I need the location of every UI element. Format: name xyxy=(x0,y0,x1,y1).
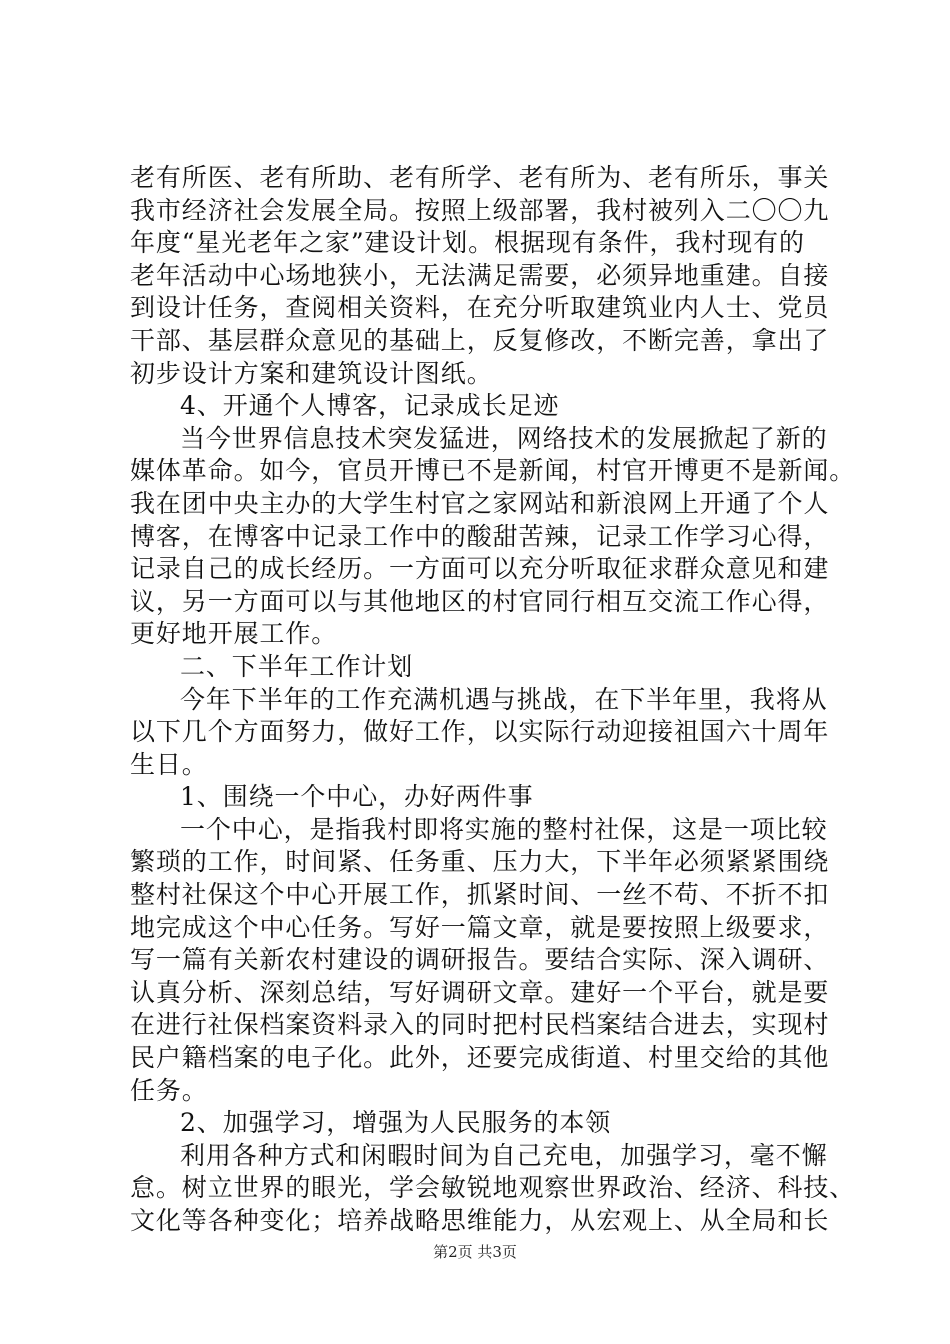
text-line: 任务。 xyxy=(130,1075,208,1105)
text-line: 博客，在博客中记录工作中的酸甜苦辣，记录工作学习心得， xyxy=(130,521,830,551)
text-line: 到设计任务，查阅相关资料，在充分听取建筑业内人士、党员 xyxy=(130,293,830,323)
text-line: 记录自己的成长经历。一方面可以充分听取征求群众意见和建 xyxy=(130,554,830,584)
section-heading: 1、围绕一个中心，办好两件事 xyxy=(180,782,534,812)
text-line: 生日。 xyxy=(130,749,208,779)
text-line: 干部、基层群众意见的基础上，反复修改，不断完善，拿出了 xyxy=(130,325,830,355)
text-line: 议，另一方面可以与其他地区的村官同行相互交流工作心得， xyxy=(130,586,830,616)
text-line: 民户籍档案的电子化。此外，还要完成街道、村里交给的其他 xyxy=(130,1043,830,1073)
paragraph-start: 今年下半年的工作充满机遇与挑战，在下半年里，我将从 xyxy=(180,684,828,714)
text-line: 认真分析、深刻总结，写好调研文章。建好一个平台，就是要 xyxy=(130,977,830,1007)
text-line: 我在团中央主办的大学生村官之家网站和新浪网上开通了个人 xyxy=(130,488,830,518)
section-heading: 2、加强学习，增强为人民服务的本领 xyxy=(180,1108,612,1138)
section-heading: 4、开通个人博客，记录成长足迹 xyxy=(180,391,560,421)
paragraph-start: 一个中心，是指我村即将实施的整村社保，这是一项比较 xyxy=(180,814,828,844)
text-line: 繁琐的工作，时间紧、任务重、压力大，下半年必须紧紧围绕 xyxy=(130,847,830,877)
page-footer: 第2页 共3页 xyxy=(433,1243,517,1261)
text-line: 我市经济社会发展全局。按照上级部署，我村被列入二〇〇九 xyxy=(130,195,830,225)
body-text xyxy=(130,162,856,1238)
paragraph-start: 利用各种方式和闲暇时间为自己充电，加强学习，毫不懈 xyxy=(180,1140,828,1170)
text-line: 老有所医、老有所助、老有所学、老有所为、老有所乐，事关 xyxy=(130,163,830,192)
text-line: 怠。树立世界的眼光，学会敏锐地观察世界政治、经济、科技、 xyxy=(130,1173,856,1203)
section-heading: 二、下半年工作计划 xyxy=(180,651,414,681)
text-line: 更好地开展工作。 xyxy=(130,619,338,649)
text-line: 整村社保这个中心开展工作，抓紧时间、一丝不苟、不折不扣 xyxy=(130,880,830,910)
text-line: 在进行社保档案资料录入的同时把村民档案结合进去，实现村 xyxy=(130,1010,830,1040)
text-line: 文化等各种变化；培养战略思维能力，从宏观上、从全局和长 xyxy=(130,1206,830,1235)
text-line: 以下几个方面努力，做好工作，以实际行动迎接祖国六十周年 xyxy=(130,717,830,747)
text-line: 老年活动中心场地狭小，无法满足需要，必须异地重建。自接 xyxy=(130,260,830,290)
text-line: 写一篇有关新农村建设的调研报告。要结合实际、深入调研、 xyxy=(130,945,830,975)
paragraph-start: 当今世界信息技术突发猛进，网络技术的发展掀起了新的 xyxy=(180,423,828,453)
text-line: 初步设计方案和建筑设计图纸。 xyxy=(130,358,493,388)
text-line: 媒体革命。如今，官员开博已不是新闻，村官开博更不是新闻。 xyxy=(130,456,856,486)
text-line: 地完成这个中心任务。写好一篇文章，就是要按照上级要求， xyxy=(130,912,830,942)
text-line: 年度“星光老年之家”建设计划。根据现有条件，我村现有的 xyxy=(130,228,805,258)
